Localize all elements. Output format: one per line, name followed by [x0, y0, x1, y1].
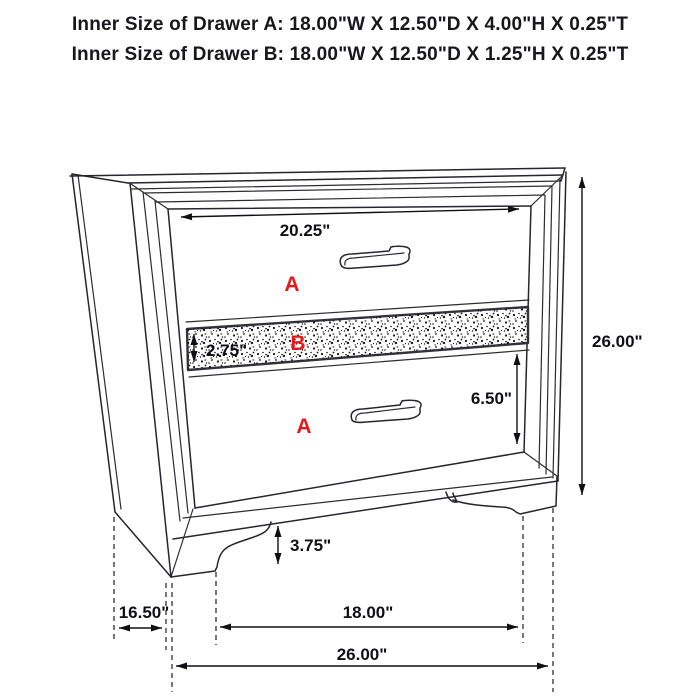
extension-lines: [114, 508, 553, 692]
overall-width-label: 26.00": [336, 645, 388, 664]
dim-line-inner-top-width: [181, 209, 519, 217]
drawer-a-top-label: A: [284, 273, 300, 296]
side-depth-label: 16.50": [118, 603, 170, 622]
bottom-drawer-height-label: 6.50": [470, 389, 512, 408]
side-panel: [72, 174, 171, 577]
dimension-lines: [119, 177, 582, 666]
between-feet-width-label: 18.00": [342, 603, 394, 622]
face-frame: [130, 172, 566, 577]
middle-band-height-label: 2.75": [206, 341, 248, 360]
foot-height-label: 3.75": [290, 536, 332, 555]
bottom-drawer-handle-icon: [351, 400, 421, 422]
inner-size-drawer-b-text: Inner Size of Drawer B: 18.00"W X 12.50"D X 1.25"H X 0.25"T: [71, 44, 629, 65]
overall-height-label: 26.00": [592, 332, 643, 351]
sparkle-band-b: [186, 300, 529, 377]
top-drawer-handle-icon: [340, 246, 410, 268]
inner-top-width-label: 20.25": [279, 221, 331, 240]
top-surface: [70, 168, 565, 189]
inner-size-drawer-a-text: Inner Size of Drawer A: 18.00"W X 12.50"D X 4.00"H X 0.25"T: [71, 14, 629, 35]
drawer-a-bottom-label: A: [296, 415, 312, 438]
drawer-b-label: B: [290, 332, 306, 355]
